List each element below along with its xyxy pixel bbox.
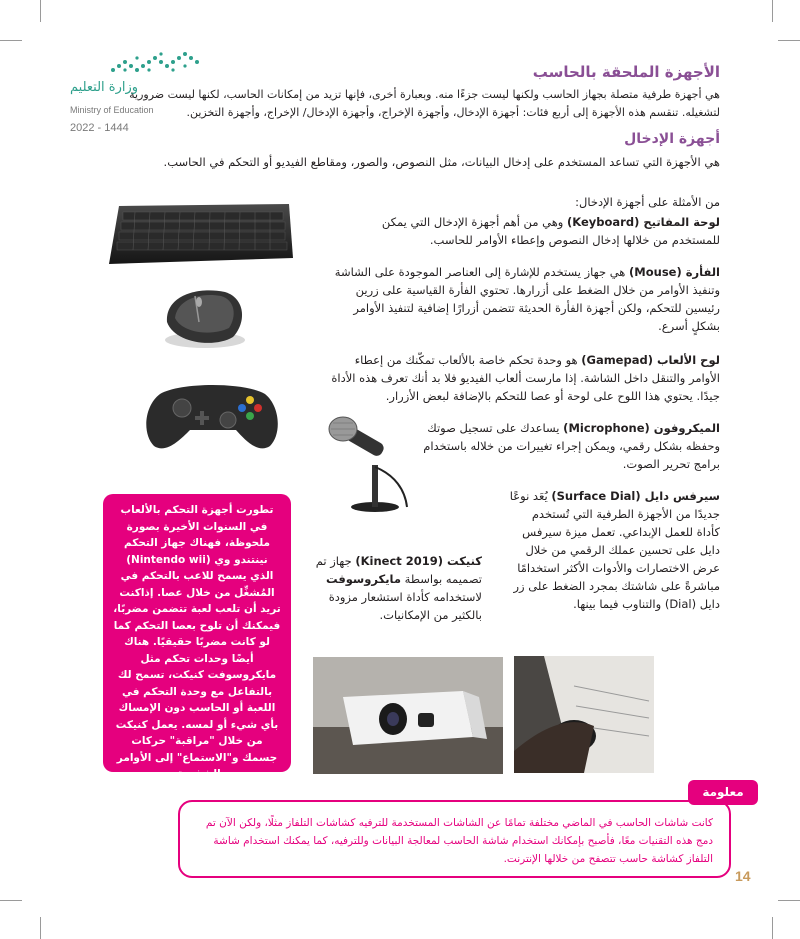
kinect-photo: [313, 657, 503, 774]
keyboard-paragraph: [330, 213, 720, 249]
gamepad-term: لوح الألعاب (Gamepad): [581, 353, 720, 367]
gamepad-image: [140, 374, 285, 454]
peripherals-line-2: لتشغيله. تنقسم هذه الأجهزة إلى أربع فئات: أجهزة الإدخال، وأجهزة الإخراج، وأجهزة الإدخال/ الإخراج، وأجهزة التخزين.: [186, 106, 720, 119]
microphone-image: [325, 415, 430, 515]
ministry-name-ar: وزارة التعليم: [70, 80, 139, 95]
ministry-name-en: Ministry of Education: [70, 105, 154, 115]
info-box: كانت شاشات الحاسب في الماضي مختلفة تمامًا عن الشاشات المستخدمة للترفيه كشاشات التلفاز مثلًا، ولكن الآن تم دمج هذه التقنيات معًا، فأصبح بإمكانك استخدام شاشة الحاسب لمعالجة البيانات وللترفيه، كما يمكنك استخدام شاشة التلفاز كشاشة حاسب تتصفح من خلالها الإنترنت.: [178, 800, 731, 878]
info-tab: معلومة: [688, 780, 758, 805]
microphone-term: الميكروفون (Microphone): [563, 421, 720, 435]
crop-mark: [778, 40, 800, 41]
keyboard-image: [105, 200, 295, 268]
section-title-input-devices: أجهزة الإدخال: [624, 131, 720, 147]
crop-mark: [0, 40, 22, 41]
surface-dial-text: يُعَد نوعًا جديدًا من الأجهزة الطرفية التي تُستخدم كأداة للعمل الإبداعي. تعمل ميزة سيرفس دايل على تحسين عملك الرقمي من خلال عرض الاختصارات والأدوات الأكثر استخدامًا مباشرةً على شاشتك بمجرد الضغط على زر دايل (Dial) والتناوب فيما بينها.: [509, 489, 720, 611]
crop-mark: [778, 900, 800, 901]
crop-mark: [772, 917, 773, 939]
nintendo-wii-note: تطورت أجهزة التحكم بالألعاب في السنوات الأخيرة بصورة ملحوظة، فهناك جهاز التحكم نينتندو وي (Nintendo wii) الذي يسمح للاعب بالتحكم في المُشغِّل من خلال عصا. إذاكنت تريد أن تلعب لعبة تتضمن مضربًا، فيمكنك أن تلوح بعصا التحكم كما لو كانت مضربًا حقيقيًا. هناك أيضًا وحدات تحكم مثل مايكروسوفت كنيكت، تسمح لك بالتفاعل مع وحدة التحكم في اللعبة أو الحاسب دون الإمساك بأي شيء أو لمسه. يعمل كنيكت من خلال "مراقبة" حركات جسمك و"الاستماع" إلى الأوامر الشفهية.: [103, 494, 291, 772]
crop-mark: [772, 0, 773, 22]
keyboard-text: وهي من أهم أجهزة الإدخال التي يمكن للمستخدم من خلالها إدخال النصوص وإعطاء الأوامر للحاسب.: [381, 215, 720, 247]
microphone-text: يساعدك على تسجيل صوتك وحفظه بشكل رقمي، ويمكن إجراء تغييرات من خلاله باستخدام برامج تحرير الصوت.: [423, 421, 720, 471]
ministry-logo-icon: [103, 50, 201, 76]
crop-mark: [40, 0, 41, 22]
gamepad-text: هو وحدة تحكم خاصة بالألعاب تمكّنك من إعطاء الأوامر والتنقل داخل الشاشة. إذا مارست ألعاب الفيديو فلا بد أنك تعرف هذه الأداة جيدًا. يحتوي هذا اللوح على لوحة أو عصا للتحكم بالإضافة لبعض الأزرار.: [331, 353, 720, 403]
examples-intro: من الأمثلة على أجهزة الإدخال:: [575, 195, 720, 209]
section-title-peripherals: الأجهزة الملحقة بالحاسب: [532, 63, 720, 81]
input-devices-intro: هي الأجهزة التي تساعد المستخدم على إدخال البيانات، مثل النصوص، والصور، ومقاطع الفيديو أو التحكم في الحاسب.: [163, 155, 720, 169]
surface-dial-photo: [514, 656, 654, 773]
mouse-text: هي جهاز يستخدم للإشارة إلى العناصر الموجودة على الشاشة وتنفيذ الأوامر من خلال الضغط على أزرارها. تحتوي الفأرة القياسية على زرين رئيسين للتحكم، ولكن أجهزة الفأرة الحديثة تتضمن أزرارًا إضافية لتنفيذ الأوامر بشكلٍ أسرع.: [334, 265, 720, 333]
ministry-year: 2022 - 1444: [70, 122, 129, 134]
peripherals-line-1: هي أجهزة طرفية متصلة بجهاز الحاسب ولكنها ليست جزءًا منه. وبعبارة أخرى، فإنها تزيد من إمكانات الحاسب، لكنها ليست ضرورية: [129, 88, 720, 101]
surface-dial-paragraph: [508, 487, 720, 613]
mouse-image: [155, 282, 250, 352]
keyboard-term: لوحة المفاتيح (Keyboard): [567, 215, 720, 229]
mouse-paragraph: [330, 263, 720, 335]
mouse-term: الفأرة (Mouse): [629, 265, 720, 279]
page-number: 14: [735, 868, 751, 884]
kinect-text-b: لاستخدامه كأداة استشعار مزودة بالكثير من الإمكانيات.: [328, 590, 482, 622]
kinect-text-a: جهاز تم تصميمه بواسطة: [315, 554, 482, 586]
crop-mark: [40, 917, 41, 939]
kinect-paragraph: [310, 552, 482, 624]
kinect-term: كنيكت (Kinect 2019): [355, 554, 482, 568]
microphone-paragraph: [420, 419, 720, 473]
surface-dial-term: سيرفس دايل (Surface Dial): [551, 489, 720, 503]
crop-mark: [0, 900, 22, 901]
gamepad-paragraph: [330, 351, 720, 405]
kinect-brand: مايكروسوفت: [326, 572, 401, 586]
